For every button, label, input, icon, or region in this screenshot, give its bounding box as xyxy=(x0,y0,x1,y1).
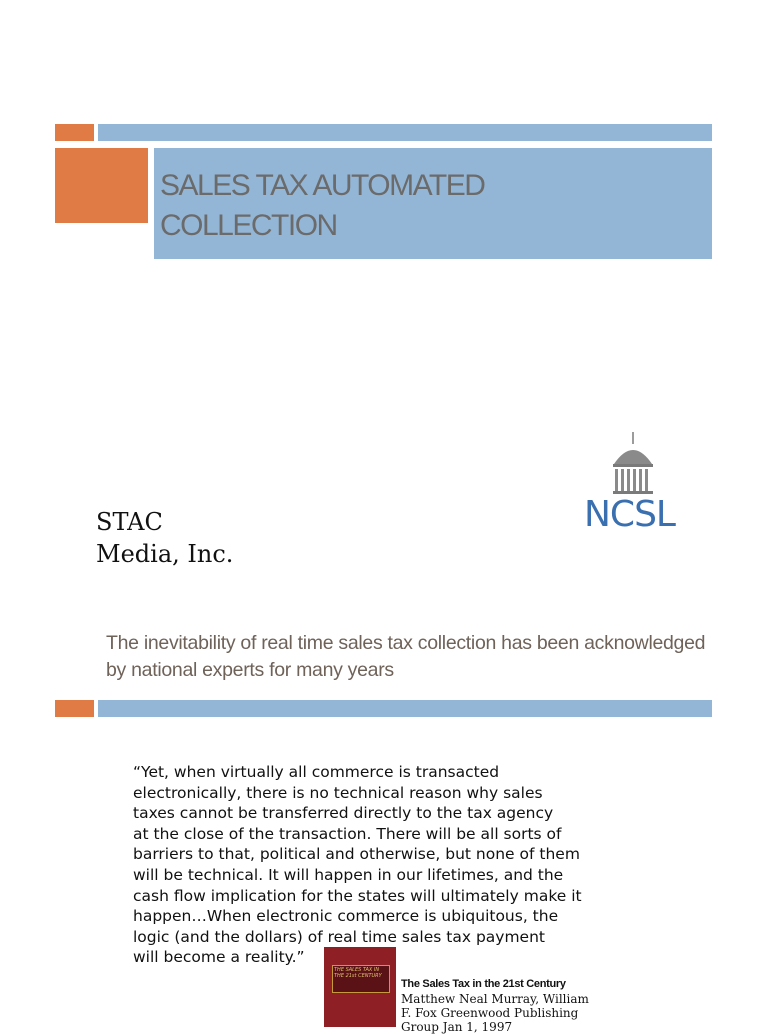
quote-text: “Yet, when virtually all commerce is transacted electronically, there is no technical reason why sales taxes cannot be transferred directly to the tax agency at the close of the transaction. There will be all sorts of barriers to that, political and otherwise, but none of them will be technical. It will happen in our lifetimes, and the cash flow implication for the states will ultimately make it happen…When electronic commerce is ubiquitous, the logic (and the dollars) of real time sales tax payment will become a reality.” xyxy=(133,763,582,967)
company-line-2: Media, Inc. xyxy=(96,540,234,568)
title-line-1: SALES TAX AUTOMATED xyxy=(160,169,485,202)
top-accent-square-small xyxy=(55,124,94,141)
company-name xyxy=(96,506,233,570)
book-caption-title: The Sales Tax in the 21st Century xyxy=(401,978,566,990)
mid-accent-square xyxy=(55,700,94,717)
book-caption-body: Matthew Neal Murray, William F. Fox Greenwood Publishing Group Jan 1, 1997 xyxy=(401,992,589,1034)
subheading: The inevitability of real time sales tax collection has been acknowledged by national experts for many years xyxy=(106,632,706,681)
book-cover-text: THE SALES TAX IN THE 21st CENTURY xyxy=(334,967,382,979)
company-line-1: STAC xyxy=(96,508,163,536)
top-accent-bar xyxy=(98,124,712,141)
title-line-2: COLLECTION xyxy=(160,209,337,242)
mid-accent-bar xyxy=(98,700,712,717)
ncsl-logo xyxy=(582,430,682,534)
title-accent-square xyxy=(55,148,148,223)
book-cover xyxy=(324,947,396,1027)
capitol-dome-icon xyxy=(582,430,682,496)
page-title xyxy=(160,166,700,246)
logo-text: NCSL xyxy=(584,494,675,535)
